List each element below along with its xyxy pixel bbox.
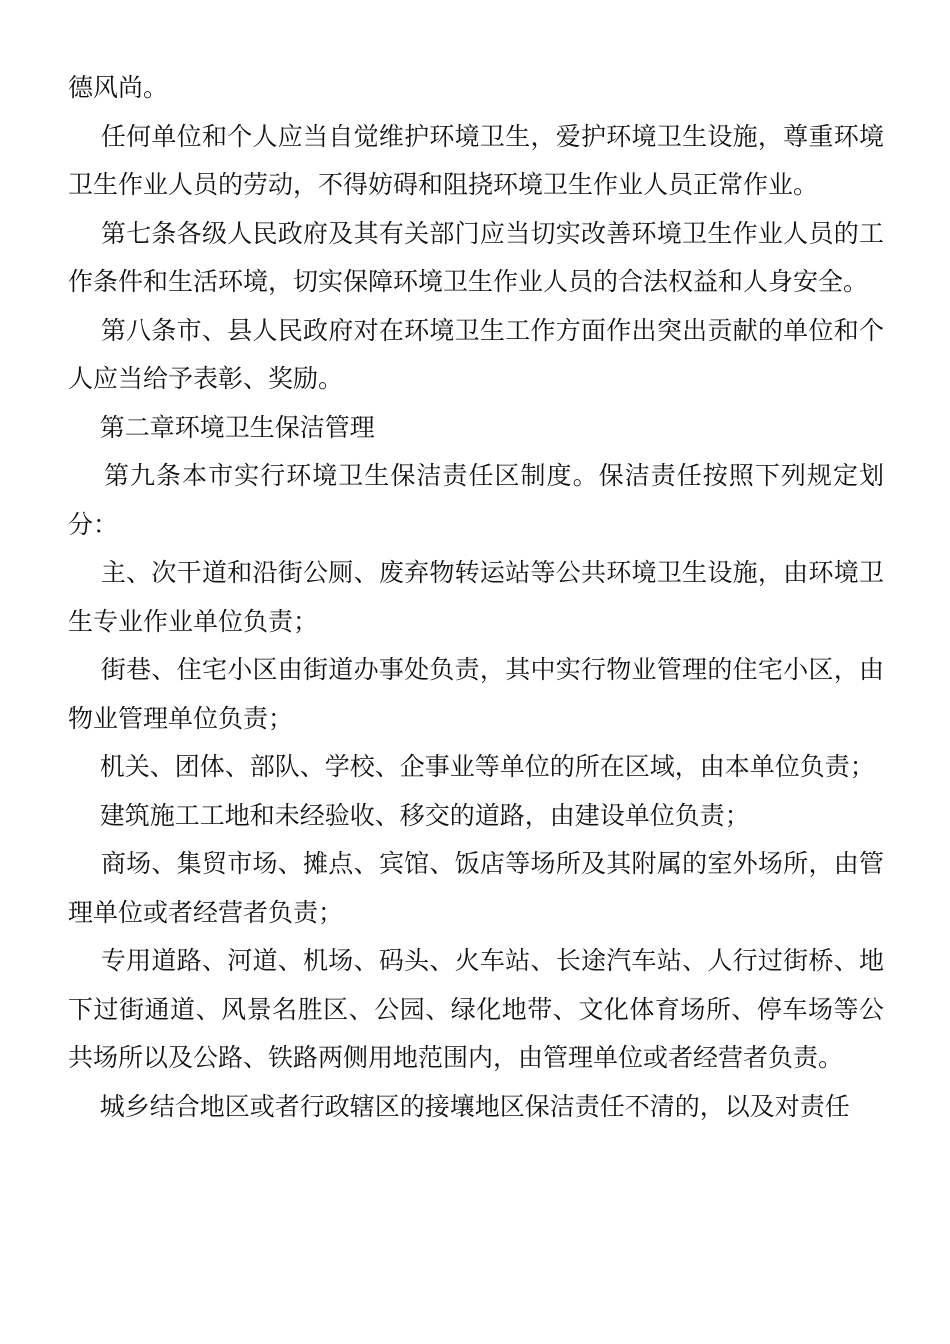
paragraph-item-public-places: 专用道路、河道、机场、码头、火车站、长途汽车站、人行过街桥、地下过街通道、风景名胜区、公园、绿化地带、文化体育场所、停车场等公共场所以及公路、铁路两侧用地范围内，由管理单位或者经营者负责。: [68, 946, 884, 1072]
chapter-heading: 第二章环境卫生保洁管理: [68, 412, 375, 442]
paragraph-item-institutions: 机关、团体、部队、学校、企事业等单位的所在区域，由本单位负责；: [68, 752, 875, 781]
paragraph-2: 任何单位和个人应当自觉维护环境卫生，爱护环境卫生设施，尊重环境卫生作业人员的劳动，不得妨碍和阻挠环境卫生作业人员正常作业。: [68, 121, 884, 199]
paragraph-article-9: 第九条本市实行环境卫生保洁责任区制度。保洁责任按照下列规定划分：: [68, 461, 884, 539]
paragraph-1: 德风尚。: [68, 73, 169, 102]
paragraph-item-markets: 商场、集贸市场、摊点、宾馆、饭店等场所及其附属的室外场所，由管理单位或者经营者负责；: [68, 849, 884, 927]
paragraph-item-construction: 建筑施工工地和未经验收、移交的道路，由建设单位负责；: [68, 800, 750, 830]
document-body: [68, 64, 884, 1131]
paragraph-item-streets: 街巷、住宅小区由街道办事处负责，其中实行物业管理的住宅小区，由物业管理单位负责；: [68, 655, 884, 733]
paragraph-item-main-roads: 主、次干道和沿街公厕、废弃物转运站等公共环境卫生设施，由环境卫生专业作业单位负责；: [68, 558, 884, 636]
paragraph-article-8: 第八条市、县人民政府对在环境卫生工作方面作出突出贡献的单位和个人应当给予表彰、奖励。: [68, 315, 884, 393]
paragraph-article-7: 第七条各级人民政府及其有关部门应当切实改善环境卫生作业人员的工作条件和生活环境，切实保障环境卫生作业人员的合法权益和人身安全。: [68, 218, 884, 296]
paragraph-item-border-areas: 城乡结合地区或者行政辖区的接壤地区保洁责任不清的，以及对责任: [68, 1091, 850, 1121]
